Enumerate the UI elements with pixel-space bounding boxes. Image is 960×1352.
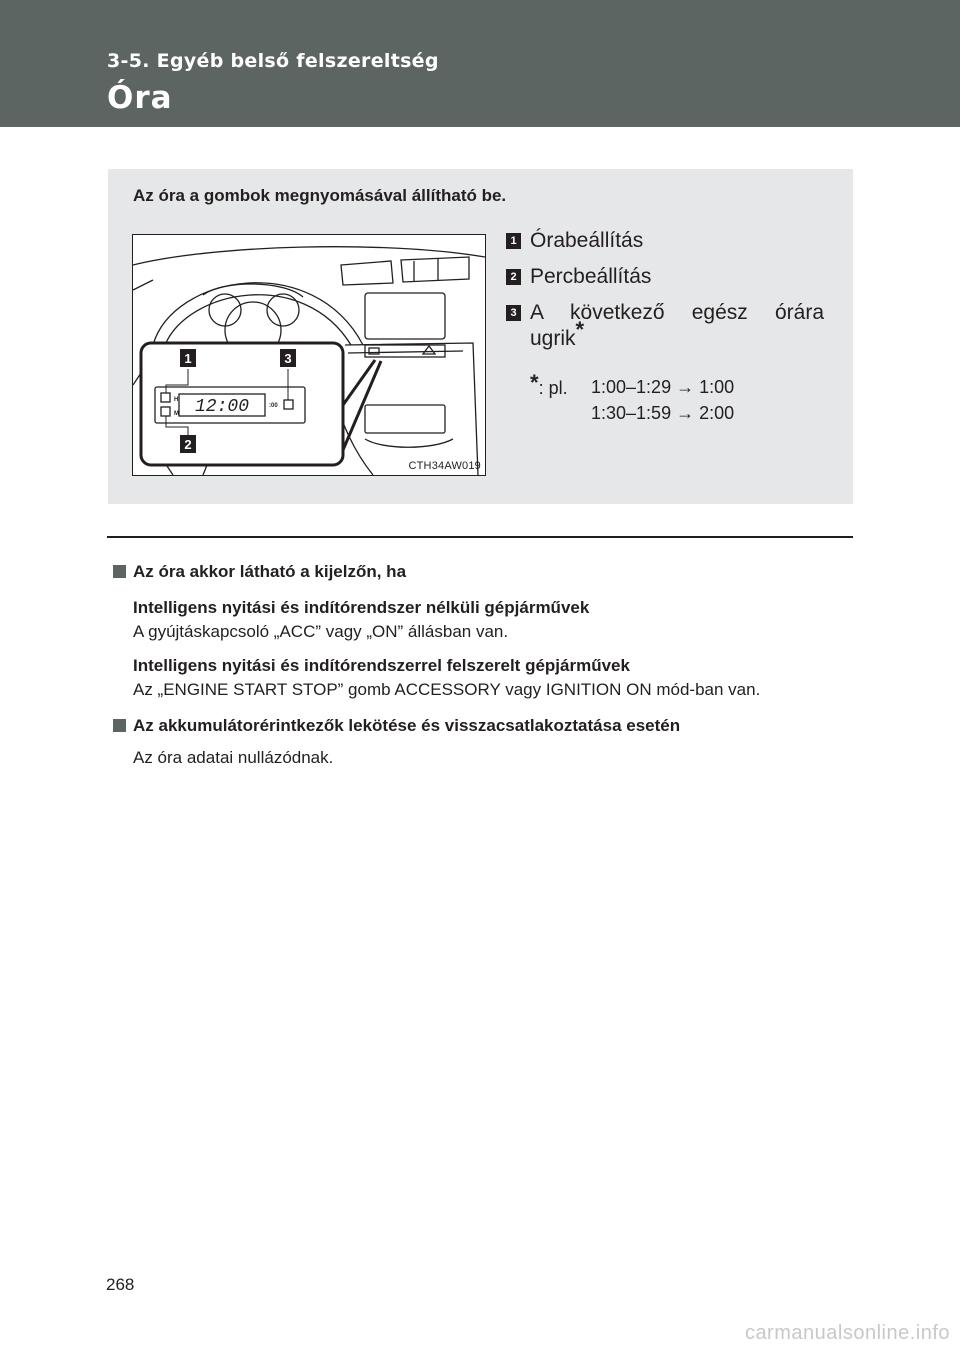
- callout-item: [506, 301, 824, 351]
- footnote-line-1: [530, 370, 735, 400]
- reset-button-label: :00: [269, 403, 278, 409]
- sub-heading: Intelligens nyitási és indítórendszer nélküli gépjárművek: [133, 598, 590, 617]
- minute-button-label: M: [174, 411, 179, 417]
- section-label: 3-5. Egyéb belső felszereltség: [107, 50, 439, 72]
- badge-3: 3: [284, 351, 292, 366]
- callout-text: Percbeállítás: [530, 265, 652, 288]
- footnote-result-2: 2:00: [699, 403, 735, 423]
- callout-text: Órabeállítás: [530, 229, 644, 252]
- callout-text-continued: ugrik*: [530, 317, 585, 350]
- page-header: [0, 0, 960, 127]
- dashboard-illustration: [132, 234, 486, 476]
- section-heading: Az óra akkor látható a kijelzőn, ha: [113, 562, 853, 582]
- footnote-star: *: [575, 317, 585, 342]
- footnote-range-1: 1:00–1:29: [591, 377, 672, 397]
- main-content: [113, 562, 853, 770]
- dashboard-drawing: [133, 235, 485, 475]
- page-title: Óra: [107, 80, 173, 116]
- callout-item: [506, 265, 824, 289]
- section-divider: [107, 536, 853, 538]
- paragraph: Az „ENGINE START STOP” gomb ACCESSORY vagy IGNITION ON mód-ban van.: [133, 680, 761, 699]
- callout-number: 2: [506, 269, 521, 285]
- arrow-icon: →: [676, 403, 695, 423]
- square-bullet-icon: [113, 719, 126, 732]
- section-heading: Az akkumulátorérintkezők lekötése és visszacsatlakoztatása esetén: [113, 716, 853, 736]
- badge-1: 1: [184, 351, 192, 366]
- badge-2: 2: [184, 437, 192, 452]
- callout-number: 1: [506, 233, 521, 249]
- callout-list: [506, 229, 824, 363]
- callout-item: [506, 229, 824, 253]
- square-bullet-icon: [113, 565, 126, 578]
- paragraph: Az óra adatai nullázódnak.: [133, 748, 334, 767]
- footnote-line-2: [530, 400, 735, 426]
- arrow-icon: →: [676, 377, 695, 397]
- footnote-range-2: 1:30–1:59: [591, 403, 672, 423]
- image-code: CTH34AW019: [408, 460, 481, 472]
- footnote-star: *: [530, 370, 539, 395]
- figure-intro: Az óra a gombok megnyomásával állítható be.: [133, 186, 507, 205]
- hour-button-label: H: [174, 397, 179, 403]
- callout-text: A következő egész órára: [530, 301, 824, 324]
- clock-display: 12:00: [194, 397, 250, 417]
- page-number: 268: [106, 1275, 135, 1294]
- callout-number: 3: [506, 305, 521, 321]
- watermark: carmanualsonline.info: [744, 1322, 950, 1344]
- footnote-prefix: : pl.: [538, 378, 568, 398]
- sub-heading: Intelligens nyitási és indítórendszerrel felszerelt gépjárművek: [133, 656, 630, 675]
- paragraph: A gyújtáskapcsoló „ACC” vagy „ON” állásban van.: [133, 622, 509, 641]
- footnote-result-1: 1:00: [699, 377, 735, 397]
- footnote: [530, 370, 735, 426]
